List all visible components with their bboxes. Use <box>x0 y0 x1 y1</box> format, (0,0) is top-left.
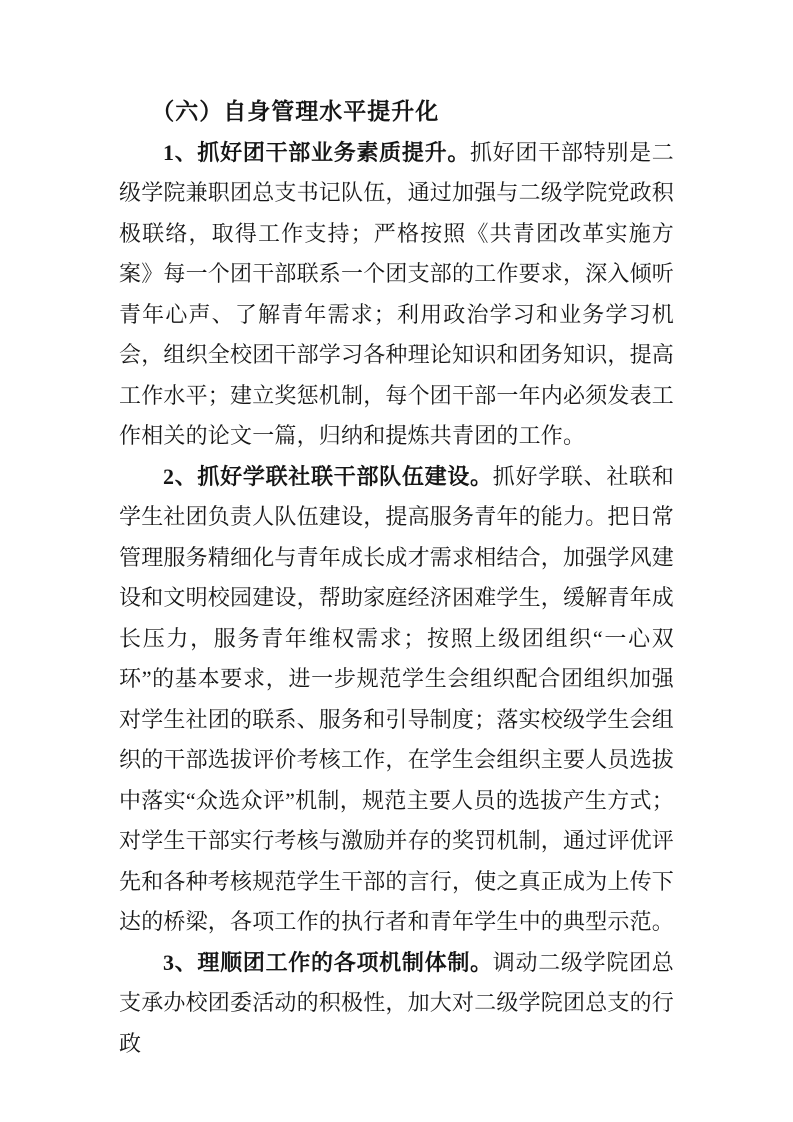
section-heading: （六）自身管理水平提升化 <box>151 99 440 124</box>
paragraph-3 <box>119 943 674 1065</box>
paragraph-1-text: 抓好团干部特别是二级学院兼职团总支书记队伍，通过加强与二级学院党政积极联络，取得工作支持；严格按照《共青团改革实施方案》每一个团干部联系一个团支部的工作要求，深入倾听青年心声、了解青年需求；利用政治学习和业务学习机会，组织全校团干部学习各种理论知识和团务知识，提高工作水平；建立奖惩机制，每个团干部一年内必须发表工作相关的论文一篇，归纳和提炼共青团的工作。 <box>119 139 675 448</box>
paragraph-3-lead: 3、理顺团工作的各项机制体制。 <box>163 949 493 975</box>
paragraph-2-lead: 2、抓好学联社联干部队伍建设。 <box>163 463 493 489</box>
paragraph-2-text: 抓好学联、社联和学生社团负责人队伍建设，提高服务青年的能力。把日常管理服务精细化与青年成长成才需求相结合，加强学风建设和文明校园建设，帮助家庭经济困难学生，缓解青年成长压力，服务青年维权需求；按照上级团组织“一心双环”的基本要求，进一步规范学生会组织配合团组织加强对学生社团的联系、服务和引导制度；落实校级学生会组织的干部选拔评价考核工作，在学生会组织主要人员选拔中落实“众选众评”机制，规范主要人员的选拔产生方式；对学生干部实行考核与激励并存的奖罚机制，通过评优评先和各种考核规范学生干部的言行，使之真正成为上传下达的桥梁，各项工作的执行者和青年学生中的典型示范。 <box>119 463 675 934</box>
paragraph-2 <box>119 457 674 943</box>
paragraph-1-lead: 1、抓好团干部业务素质提升。 <box>163 139 471 165</box>
document-content <box>119 92 674 1064</box>
paragraph-3-text: 调动二级学院团总支承办校团委活动的积极性，加大对二级学院团总支的行政 <box>119 949 675 1056</box>
paragraph-1 <box>119 133 674 457</box>
